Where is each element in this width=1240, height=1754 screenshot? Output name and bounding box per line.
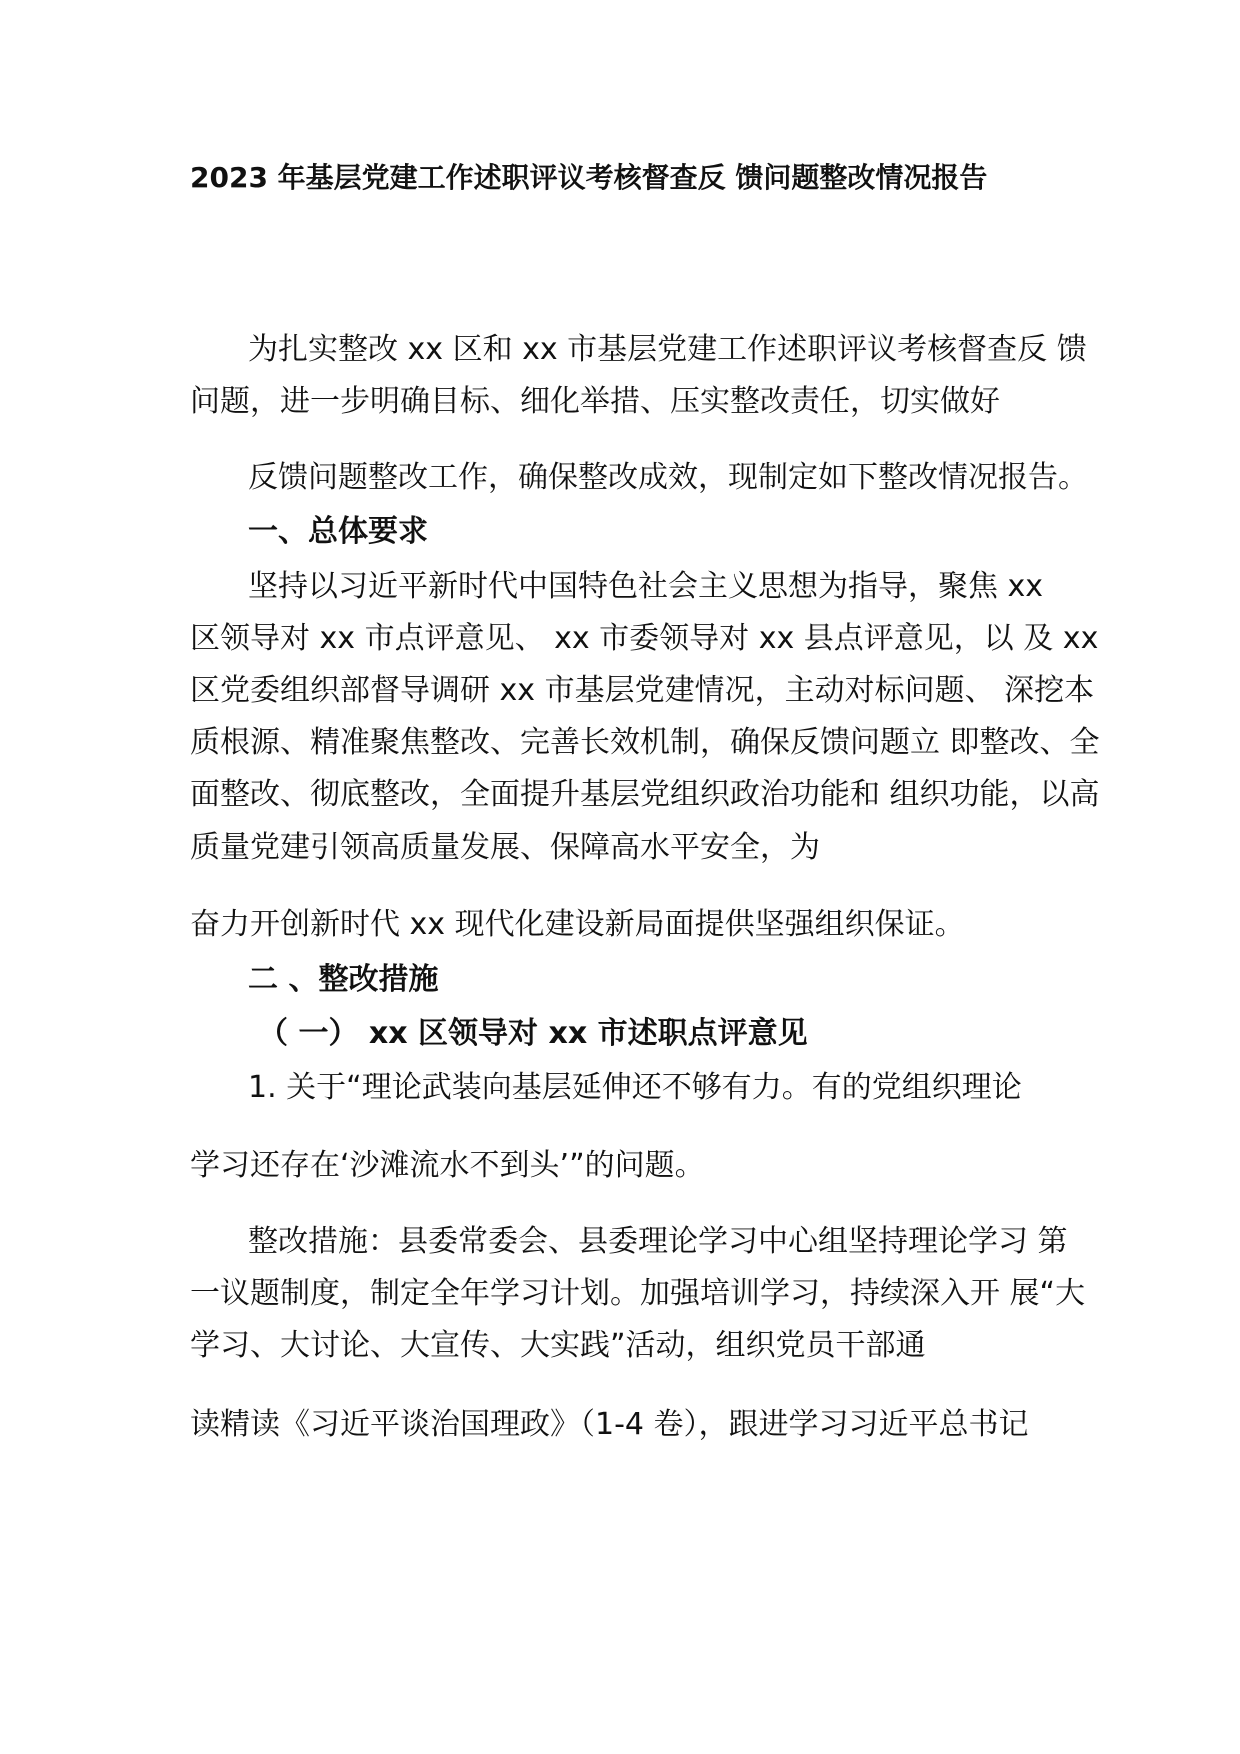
paragraph-line: 学习还存在‘沙滩流水不到头’”的问题。	[190, 1148, 705, 1183]
paragraph-line: 学习、大讨论、大宣传、大实践”活动，组织党员干部通	[190, 1328, 926, 1363]
paragraph-line: 质根源、精准聚焦整改、完善长效机制，确保反馈问题立 即整改、全	[190, 725, 1100, 760]
paragraph-line: 奋力开创新时代 xx 现代化建设新局面提供坚强组织保证。	[190, 907, 965, 942]
paragraph-line: 整改措施：县委常委会、县委理论学习中心组坚持理论学习 第	[248, 1224, 1068, 1259]
document-title: 2023 年基层党建工作述职评议考核督查反 馈问题整改情况报告	[190, 161, 988, 194]
paragraph-line: 一议题制度，制定全年学习计划。加强培训学习，持续深入开 展“大	[190, 1276, 1086, 1311]
section-heading: 一、总体要求	[248, 514, 428, 549]
paragraph-line: 问题，进一步明确目标、细化举措、压实整改责任，切实做好	[190, 384, 1000, 419]
section-heading: 二 、整改措施	[248, 962, 439, 997]
subsection-heading: （ 一） xx 区领导对 xx 市述职点评意见	[258, 1016, 808, 1051]
paragraph-line: 面整改、彻底整改，全面提升基层党组织政治功能和 组织功能，以高	[190, 777, 1100, 812]
paragraph-line: 反馈问题整改工作，确保整改成效，现制定如下整改情况报告。	[248, 460, 1088, 495]
paragraph-line: 为扎实整改 xx 区和 xx 市基层党建工作述职评议考核督查反 馈	[248, 332, 1087, 367]
paragraph-line: 1. 关于“理论武装向基层延伸还不够有力。有的党组织理论	[248, 1070, 1022, 1105]
paragraph-line: 坚持以习近平新时代中国特色社会主义思想为指导，聚焦 xx	[248, 569, 1044, 604]
paragraph-line: 质量党建引领高质量发展、保障高水平安全，为	[190, 830, 820, 865]
paragraph-line: 读精读《习近平谈治国理政》（1-4 卷），跟进学习习近平总书记	[190, 1407, 1029, 1442]
paragraph-line: 区领导对 xx 市点评意见、 xx 市委领导对 xx 县点评意见，以 及 xx	[190, 621, 1099, 656]
paragraph-line: 区党委组织部督导调研 xx 市基层党建情况，主动对标问题、 深挖本	[190, 673, 1095, 708]
